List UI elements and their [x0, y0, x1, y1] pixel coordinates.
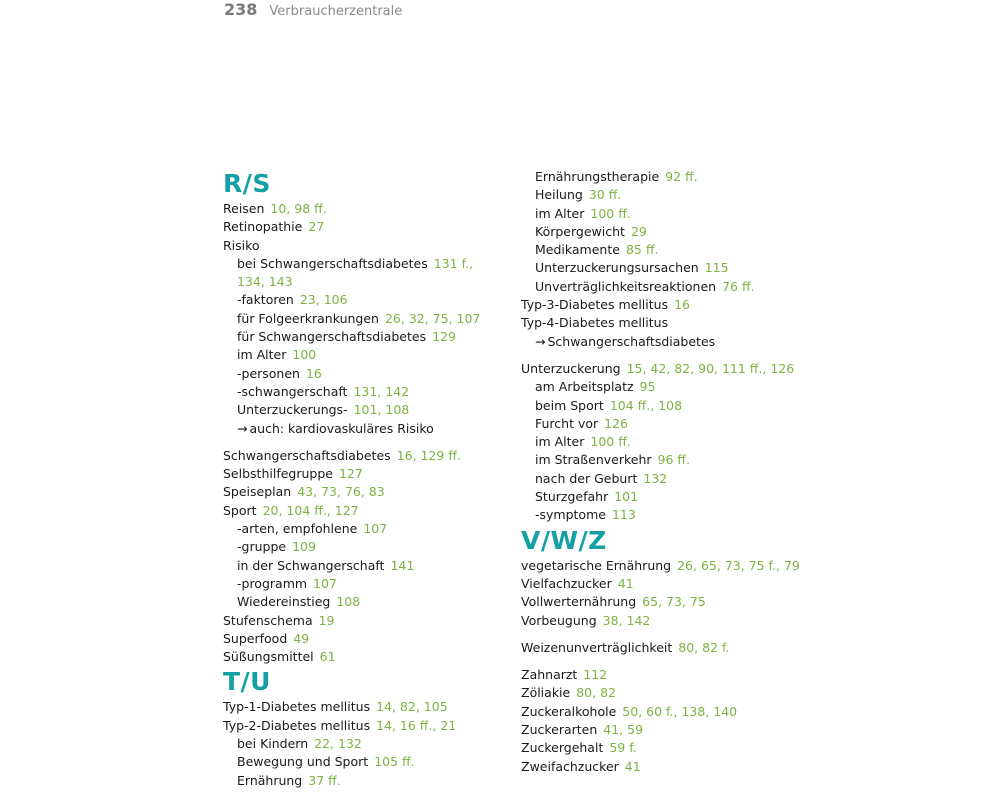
index-entry	[521, 223, 821, 241]
index-term: am Arbeitsplatz	[535, 379, 634, 395]
index-page-refs: 15, 42, 82, 90, 111 ff., 126	[626, 360, 795, 376]
index-page-refs: 61	[319, 649, 336, 665]
index-page-refs: 22, 132	[314, 736, 362, 752]
index-term: Unterzuckerung	[521, 360, 621, 376]
index-entry	[223, 200, 503, 218]
index-entry	[223, 575, 503, 593]
index-page-refs: 141	[390, 557, 415, 573]
index-term: bei Schwangerschaftsdiabetes	[237, 255, 428, 271]
index-page-refs: 127	[338, 466, 363, 482]
index-page-refs: 80, 82	[576, 685, 616, 701]
index-entry	[521, 739, 821, 757]
index-term: -personen	[237, 365, 300, 381]
index-term: Zweifachzucker	[521, 758, 619, 774]
index-page-refs: 85 ff.	[625, 242, 659, 258]
index-page-refs: 26, 65, 73, 75 f., 79	[677, 557, 800, 573]
index-term: Bewegung und Sport	[237, 754, 369, 770]
index-term: Sport	[223, 502, 257, 518]
index-page-refs: 80, 82 f.	[678, 639, 730, 655]
index-term: im Alter	[535, 434, 585, 450]
index-entry	[521, 378, 821, 396]
running-title: Verbraucherzentrale	[269, 4, 403, 19]
index-page-refs: 10, 98 ff.	[270, 201, 327, 216]
index-page-refs: 41	[617, 575, 634, 591]
index-entry	[521, 451, 821, 469]
index-entry	[223, 735, 503, 753]
index-term: Medikamente	[535, 242, 620, 258]
index-term: -arten, empfohlene	[237, 521, 358, 537]
index-page-refs: 109	[292, 539, 316, 555]
index-page-refs: 20, 104 ff., 127	[262, 502, 359, 518]
index-term: Zöliakie	[521, 685, 571, 701]
index-term: -faktoren	[237, 292, 294, 308]
index-entry	[223, 538, 503, 556]
index-section-letter: V/W/Z	[521, 525, 607, 555]
index-term: im Straßenverkehr	[535, 452, 652, 468]
index-term: Selbsthilfegruppe	[223, 466, 333, 482]
index-entry	[223, 772, 503, 790]
index-page-refs: 107	[313, 575, 337, 591]
index-section-letter: R/S	[223, 169, 271, 198]
index-page-refs: 59 f.	[609, 740, 637, 756]
index-page-refs: 19	[318, 612, 335, 628]
index-page-refs: 107	[363, 521, 388, 537]
index-term: Schwangerschaftsdiabetes	[223, 447, 391, 463]
index-page-refs: 108	[336, 594, 361, 610]
index-term: Zuckerarten	[521, 722, 598, 738]
index-page-refs: 101, 108	[353, 402, 410, 418]
index-section-letter: T/U	[223, 667, 271, 697]
index-term: im Alter	[535, 205, 585, 221]
index-entry	[521, 333, 821, 351]
index-term: Ernährungstherapie	[535, 169, 660, 184]
index-term: Reisen	[223, 201, 265, 216]
index-term: Vorbeugung	[521, 612, 597, 628]
index-entry	[521, 666, 821, 684]
index-entry	[223, 237, 503, 255]
index-term: Wiedereinstieg	[237, 594, 331, 610]
index-term: -programm	[237, 575, 308, 591]
index-entry	[521, 470, 821, 488]
index-page-refs: 96 ff.	[657, 452, 690, 468]
index-page-refs: 129	[432, 329, 456, 345]
index-entry	[521, 703, 821, 721]
index-term: Typ-3-Diabetes mellitus	[521, 297, 669, 313]
index-entry	[223, 310, 503, 328]
index-term: Speiseplan	[223, 484, 292, 500]
index-entry	[521, 639, 821, 657]
index-entry	[521, 186, 821, 204]
index-entry	[521, 612, 821, 630]
index-entry	[521, 360, 821, 378]
index-page-refs: 43, 73, 76, 83	[297, 484, 385, 500]
index-entry	[223, 612, 503, 630]
index-entry	[223, 502, 503, 520]
see-also-arrow-icon: →	[237, 420, 248, 436]
index-term: beim Sport	[535, 397, 604, 413]
index-entry	[223, 557, 503, 575]
index-page-refs: 16	[305, 365, 322, 381]
index-term: Heilung	[535, 187, 583, 203]
index-term: Vielfachzucker	[521, 575, 612, 591]
see-also-arrow-icon: →	[535, 333, 546, 349]
index-term: Unterzuckerungsursachen	[535, 260, 699, 276]
index-entry	[223, 401, 503, 419]
index-entry	[223, 218, 503, 236]
index-entry	[521, 575, 821, 593]
index-entry	[521, 278, 821, 296]
index-page-refs: 104 ff., 108	[609, 397, 683, 413]
index-entry	[223, 273, 503, 291]
index-page-refs: 65, 73, 75	[642, 594, 706, 610]
index-page-refs: 41	[624, 758, 641, 774]
index-term: bei Kindern	[237, 736, 309, 752]
index-term: Zuckeralkohole	[521, 703, 617, 719]
index-term: in der Schwangerschaft	[237, 557, 385, 573]
index-page-refs: 14, 82, 105	[376, 699, 448, 715]
index-entry	[223, 383, 503, 401]
index-page-refs: 38, 142	[602, 612, 651, 628]
index-page-refs: 134, 143	[237, 274, 293, 290]
index-entry	[521, 506, 821, 524]
index-term: Typ-1-Diabetes mellitus	[223, 699, 371, 715]
index-page-refs: 41, 59	[603, 722, 644, 738]
index-page-refs: 115	[704, 260, 729, 276]
index-page-refs: 131 f.,	[433, 255, 474, 271]
index-entry	[521, 205, 821, 223]
index-entry	[223, 346, 503, 364]
running-head	[224, 0, 402, 20]
index-entry	[223, 630, 503, 648]
index-page-refs: 29	[630, 223, 647, 239]
index-term: Stufenschema	[223, 612, 313, 628]
index-term: vegetarische Ernährung	[521, 557, 672, 573]
index-term: -gruppe	[237, 539, 287, 555]
index-term: Unverträglichkeitsreaktionen	[535, 278, 717, 294]
index-term: Weizenunverträglichkeit	[521, 639, 673, 655]
index-entry	[521, 168, 821, 186]
index-term: -symptome	[535, 507, 606, 523]
index-entry	[521, 488, 821, 506]
index-page-refs: 23, 106	[299, 292, 348, 308]
index-term: Typ-4-Diabetes mellitus	[521, 315, 669, 331]
index-entry	[521, 721, 821, 739]
index-page-refs: 92 ff.	[665, 169, 698, 184]
index-term: Süßungsmittel	[223, 649, 314, 665]
index-page-refs: 132	[643, 470, 668, 486]
index-entry	[223, 483, 503, 501]
index-entry	[223, 447, 503, 465]
index-page-refs: 100 ff.	[590, 205, 631, 221]
index-page-refs: 49	[293, 630, 310, 646]
index-entry	[223, 753, 503, 771]
index-term: Körpergewicht	[535, 223, 625, 239]
index-page-refs: 126	[604, 415, 629, 431]
index-term: auch: kardiovaskuläres Risiko	[249, 420, 434, 436]
index-page-refs: 50, 60 f., 138, 140	[622, 703, 738, 719]
index-page-refs: 112	[583, 667, 608, 683]
index-page-refs: 131, 142	[353, 383, 410, 399]
index-term: Vollwerternährung	[521, 594, 637, 610]
index-term: Unterzuckerungs-	[237, 402, 348, 418]
index-entry	[223, 698, 503, 716]
index-term: Retinopathie	[223, 219, 303, 235]
index-entry	[521, 684, 821, 702]
index-term: Zahnarzt	[521, 667, 578, 683]
index-page-refs: 113	[611, 507, 636, 523]
index-entry	[521, 296, 821, 314]
index-entry	[223, 520, 503, 538]
index-entry	[223, 465, 503, 483]
index-entry	[521, 415, 821, 433]
index-term: im Alter	[237, 347, 287, 363]
index-term: Sturzgefahr	[535, 489, 609, 505]
index-page-refs: 27	[308, 219, 325, 235]
index-column-left	[223, 168, 503, 790]
index-page-refs: 14, 16 ff., 21	[376, 717, 457, 733]
index-term: nach der Geburt	[535, 470, 638, 486]
index-entry	[521, 397, 821, 415]
index-entry	[223, 328, 503, 346]
index-term: Schwangerschaftsdiabetes	[547, 333, 716, 349]
index-term: Furcht vor	[535, 415, 599, 431]
index-page-refs: 16	[674, 297, 690, 313]
index-page-refs: 100	[292, 347, 317, 363]
index-term: -schwangerschaft	[237, 383, 348, 399]
index-entry	[223, 291, 503, 309]
index-term: Zuckergehalt	[521, 740, 604, 756]
index-term: für Folgeerkrankungen	[237, 310, 379, 326]
index-page-refs: 101	[614, 489, 639, 505]
index-term: Superfood	[223, 630, 288, 646]
index-entry	[223, 255, 503, 273]
index-entry	[521, 758, 821, 776]
index-entry	[521, 314, 821, 332]
index-entry	[223, 365, 503, 383]
index-entry	[223, 420, 503, 438]
index-entry	[521, 593, 821, 611]
index-entry	[223, 593, 503, 611]
index-entry	[521, 557, 821, 575]
index-page-refs: 16, 129 ff.	[396, 447, 461, 463]
index-term: Ernährung	[237, 772, 303, 788]
index-term: Risiko	[223, 237, 260, 253]
index-entry	[521, 259, 821, 277]
index-term: für Schwangerschaftsdiabetes	[237, 329, 427, 345]
index-column-right	[521, 168, 821, 776]
index-page-refs: 95	[639, 379, 656, 395]
index-page-refs: 76 ff.	[722, 278, 755, 294]
index-page-refs: 37 ff.	[308, 772, 341, 788]
index-entry	[521, 433, 821, 451]
page-number: 238	[224, 0, 258, 19]
index-entry	[521, 241, 821, 259]
index-entry	[223, 648, 503, 666]
index-page-refs: 105 ff.	[374, 754, 415, 770]
index-entry	[223, 717, 503, 735]
index-page-refs: 100 ff.	[590, 434, 631, 450]
index-term: Typ-2-Diabetes mellitus	[223, 717, 371, 733]
index-page-refs: 26, 32, 75, 107	[384, 310, 481, 326]
index-page-refs: 30 ff.	[588, 187, 622, 203]
